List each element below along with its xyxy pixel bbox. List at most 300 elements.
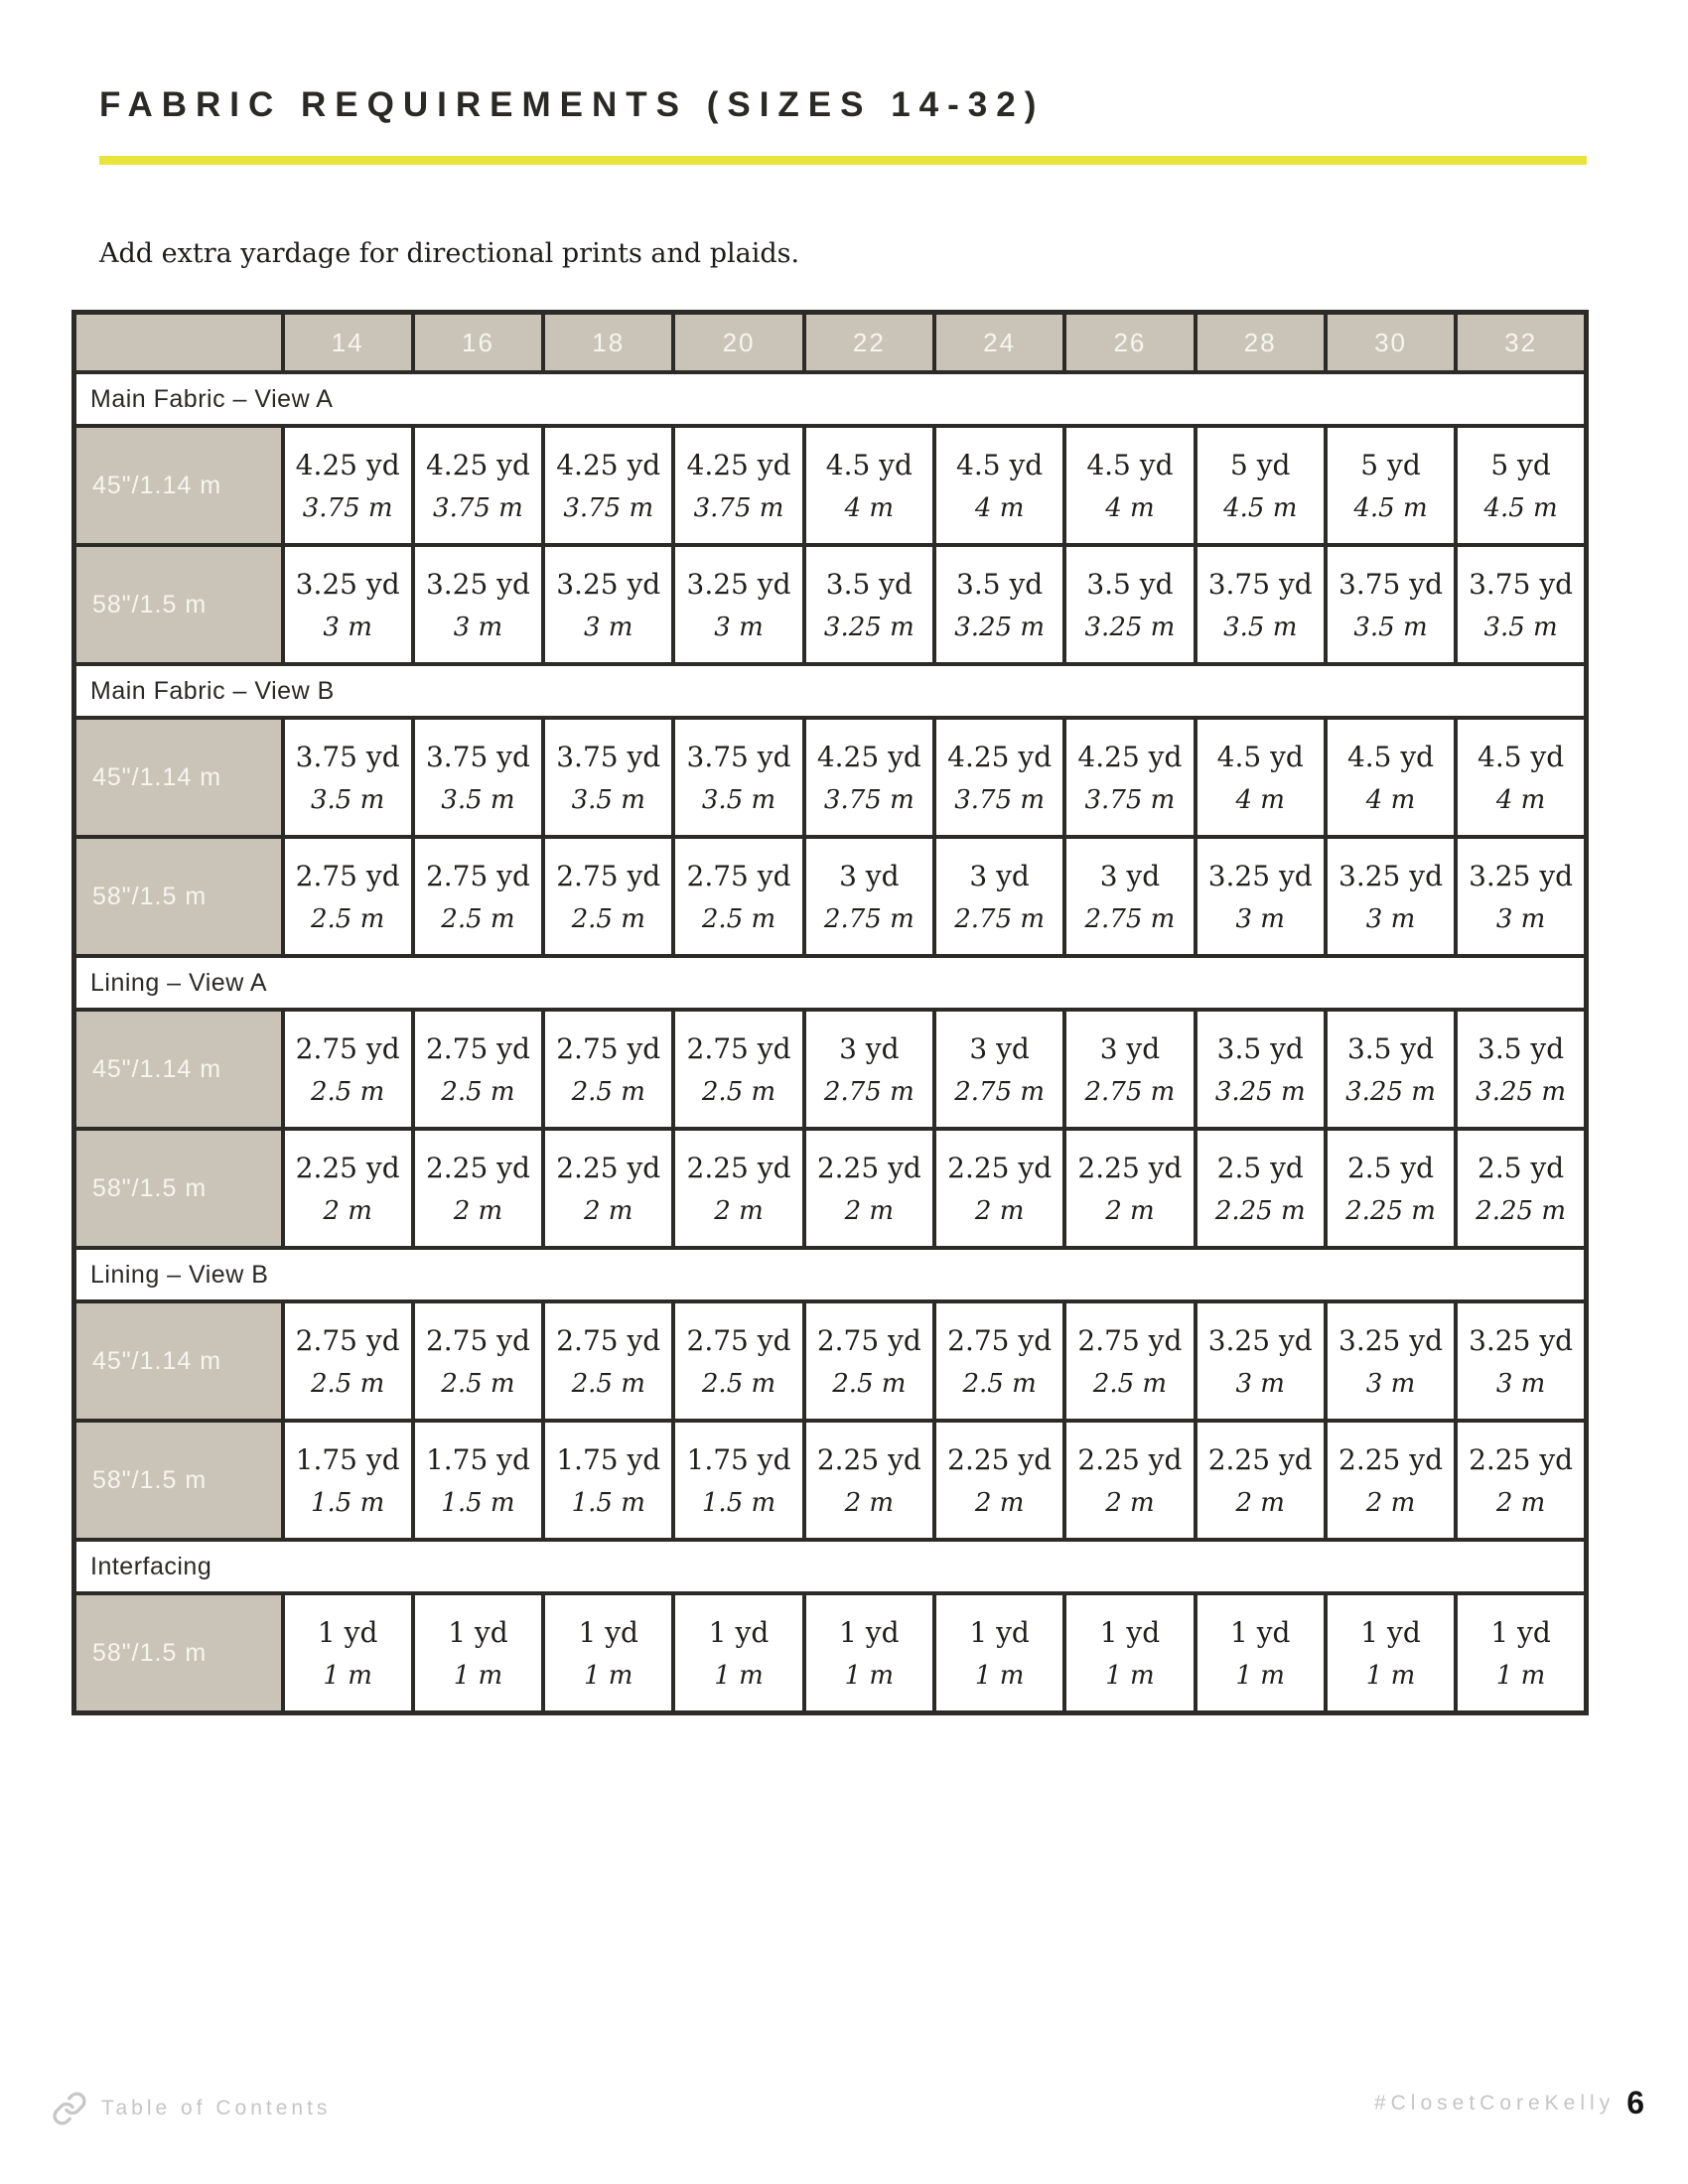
yd-value: 1 yd — [969, 1616, 1030, 1649]
yardage-cell — [413, 1593, 543, 1713]
yardage-cell — [804, 718, 934, 837]
m-value: 1.5 m — [441, 1488, 515, 1518]
yd-value: 3 yd — [969, 860, 1030, 892]
yd-value: 1 yd — [1490, 1616, 1551, 1649]
yardage-cell — [673, 1301, 803, 1421]
hashtag-label: #ClosetCoreKelly — [1373, 2091, 1616, 2115]
m-value: 2.5 m — [441, 1369, 515, 1399]
m-value: 3.5 m — [571, 785, 645, 815]
m-value: 4.5 m — [1483, 493, 1558, 523]
m-value: 2.25 m — [1214, 1196, 1306, 1226]
yd-value: 4.25 yd — [425, 449, 530, 481]
yardage-cell — [1196, 1010, 1326, 1129]
m-value: 3.75 m — [823, 785, 914, 815]
yd-value: 3.5 yd — [1086, 568, 1174, 601]
m-value: 2 m — [1365, 1488, 1416, 1518]
yd-value: 3.75 yd — [556, 741, 661, 773]
yd-value: 1.75 yd — [295, 1443, 400, 1476]
yardage-cell — [413, 1421, 543, 1540]
yd-value: 3 yd — [969, 1032, 1030, 1065]
m-value: 4 m — [1365, 785, 1416, 815]
yd-value: 2.75 yd — [295, 1032, 400, 1065]
yardage-cell — [543, 1010, 673, 1129]
yardage-cell — [673, 718, 803, 837]
yardage-cell — [283, 1593, 413, 1713]
yd-value: 4.25 yd — [686, 449, 791, 481]
yardage-cell — [1196, 426, 1326, 545]
yd-value: 2.25 yd — [1338, 1443, 1444, 1476]
yardage-cell — [1456, 837, 1586, 956]
yardage-cell — [1064, 545, 1195, 664]
section-title: Lining – View A — [74, 956, 1587, 1010]
size-header-row — [74, 313, 1587, 373]
yardage-cell — [1326, 545, 1456, 664]
size-header-18: 18 — [543, 313, 673, 373]
m-value: 2 m — [1235, 1488, 1285, 1518]
m-value: 1 m — [1105, 1661, 1155, 1691]
yd-value: 3.75 yd — [425, 741, 530, 773]
row-label: 58"/1.5 m — [74, 1593, 283, 1713]
m-value: 2.5 m — [701, 1077, 776, 1107]
yardage-cell — [1456, 545, 1586, 664]
yardage-cell — [283, 545, 413, 664]
yardage-cell — [283, 1129, 413, 1248]
m-value: 1 m — [453, 1661, 503, 1691]
yd-value: 4.5 yd — [825, 449, 913, 481]
yd-value: 2.75 yd — [816, 1324, 921, 1357]
row-label: 45"/1.14 m — [74, 718, 283, 837]
m-value: 2 m — [974, 1196, 1025, 1226]
m-value: 2.5 m — [571, 1077, 645, 1107]
yardage-cell — [543, 1129, 673, 1248]
yd-value: 2.75 yd — [295, 1324, 400, 1357]
section-title: Lining – View B — [74, 1248, 1587, 1301]
m-value: 2.75 m — [954, 1077, 1046, 1107]
m-value: 1 m — [323, 1661, 372, 1691]
m-value: 2.5 m — [701, 904, 776, 934]
m-value: 3.75 m — [954, 785, 1046, 815]
m-value: 3.75 m — [563, 493, 654, 523]
yardage-cell — [1064, 1593, 1195, 1713]
footer-toc-link[interactable] — [52, 2091, 331, 2126]
yardage-cell — [673, 837, 803, 956]
yardage-cell — [934, 1129, 1064, 1248]
yd-value: 1.75 yd — [425, 1443, 530, 1476]
yardage-cell — [1064, 837, 1195, 956]
yd-value: 3.5 yd — [1477, 1032, 1565, 1065]
m-value: 2 m — [1495, 1488, 1546, 1518]
yardage-cell — [804, 1421, 934, 1540]
yd-value: 2.75 yd — [556, 1032, 661, 1065]
yardage-cell — [934, 1010, 1064, 1129]
yardage-cell — [804, 1129, 934, 1248]
yardage-cell — [934, 1421, 1064, 1540]
yardage-cell — [1064, 1421, 1195, 1540]
yd-value: 2.75 yd — [425, 1324, 530, 1357]
m-value: 2 m — [1105, 1196, 1155, 1226]
row-label: 45"/1.14 m — [74, 1301, 283, 1421]
yd-value: 2.75 yd — [556, 1324, 661, 1357]
yd-value: 3 yd — [839, 860, 900, 892]
yd-value: 2.75 yd — [295, 860, 400, 892]
m-value: 3.25 m — [1345, 1077, 1436, 1107]
table-of-contents-label[interactable]: Table of Contents — [101, 2097, 332, 2119]
yardage-cell — [1326, 1129, 1456, 1248]
m-value: 2.25 m — [1345, 1196, 1436, 1226]
m-value: 3.75 m — [693, 493, 784, 523]
m-value: 2.75 m — [1084, 1077, 1176, 1107]
yardage-cell — [543, 837, 673, 956]
m-value: 4.5 m — [1223, 493, 1298, 523]
yd-value: 1 yd — [1360, 1616, 1421, 1649]
yd-value: 3.25 yd — [1338, 1324, 1444, 1357]
yd-value: 1 yd — [317, 1616, 378, 1649]
yd-value: 3 yd — [1099, 860, 1161, 892]
yd-value: 4.25 yd — [816, 741, 921, 773]
yd-value: 4.5 yd — [1477, 741, 1565, 773]
yd-value: 2.25 yd — [816, 1152, 921, 1184]
yardage-cell — [934, 545, 1064, 664]
table-row — [74, 1593, 1587, 1713]
yd-value: 1.75 yd — [686, 1443, 791, 1476]
yardage-cell — [413, 1010, 543, 1129]
yd-value: 2.25 yd — [1077, 1443, 1183, 1476]
m-value: 3.25 m — [1214, 1077, 1306, 1107]
yd-value: 4.5 yd — [1216, 741, 1304, 773]
m-value: 2.5 m — [441, 904, 515, 934]
size-header-26: 26 — [1064, 313, 1195, 373]
section-row-main-fabric-view-a — [74, 372, 1587, 426]
m-value: 2.5 m — [832, 1369, 907, 1399]
m-value: 3 m — [1495, 1369, 1546, 1399]
yardage-cell — [673, 1010, 803, 1129]
section-row-lining-view-a — [74, 956, 1587, 1010]
yardage-cell — [543, 718, 673, 837]
fabric-requirements-table — [71, 310, 1589, 1715]
yardage-cell — [1196, 1301, 1326, 1421]
yardage-cell — [804, 1593, 934, 1713]
m-value: 2.25 m — [1476, 1196, 1566, 1226]
yd-value: 3.25 yd — [295, 568, 400, 601]
yd-value: 1 yd — [839, 1616, 900, 1649]
yardage-cell — [543, 1301, 673, 1421]
table-corner-cell — [74, 313, 283, 373]
m-value: 3.25 m — [1476, 1077, 1566, 1107]
row-label: 45"/1.14 m — [74, 1010, 283, 1129]
yd-value: 2.75 yd — [686, 860, 791, 892]
table-row — [74, 1421, 1587, 1540]
m-value: 1 m — [1495, 1661, 1546, 1691]
m-value: 2.5 m — [1092, 1369, 1168, 1399]
yd-value: 2.75 yd — [556, 860, 661, 892]
page-title: FABRIC REQUIREMENTS (SIZES 14-32) — [99, 85, 1046, 124]
yd-value: 1 yd — [1229, 1616, 1291, 1649]
yardage-cell — [673, 426, 803, 545]
table-row — [74, 1010, 1587, 1129]
m-value: 1 m — [1365, 1661, 1416, 1691]
yd-value: 1 yd — [448, 1616, 508, 1649]
yd-value: 4.25 yd — [556, 449, 661, 481]
m-value: 2 m — [714, 1196, 764, 1226]
m-value: 2.75 m — [823, 904, 914, 934]
m-value: 3.25 m — [823, 613, 914, 642]
m-value: 4 m — [1235, 785, 1285, 815]
yd-value: 3 yd — [1099, 1032, 1161, 1065]
m-value: 4 m — [1495, 785, 1546, 815]
m-value: 3 m — [1365, 904, 1416, 934]
yd-value: 2.5 yd — [1477, 1152, 1565, 1184]
m-value: 1 m — [844, 1661, 895, 1691]
m-value: 1 m — [974, 1661, 1025, 1691]
yd-value: 1.75 yd — [556, 1443, 661, 1476]
yardage-cell — [543, 1421, 673, 1540]
yardage-cell — [1196, 545, 1326, 664]
yardage-cell — [1326, 1301, 1456, 1421]
m-value: 2 m — [974, 1488, 1025, 1518]
yardage-cell — [1326, 426, 1456, 545]
yd-value: 4.5 yd — [1346, 741, 1435, 773]
page-number: 6 — [1626, 2085, 1644, 2120]
size-header-32: 32 — [1456, 313, 1586, 373]
m-value: 3 m — [584, 613, 633, 642]
m-value: 3.5 m — [1353, 613, 1428, 642]
size-header-22: 22 — [804, 313, 934, 373]
yardage-cell — [673, 1593, 803, 1713]
yardage-cell — [804, 1010, 934, 1129]
yd-value: 5 yd — [1360, 449, 1421, 481]
m-value: 2.5 m — [571, 904, 645, 934]
yd-value: 1 yd — [578, 1616, 638, 1649]
m-value: 2.5 m — [311, 904, 385, 934]
m-value: 2 m — [844, 1488, 895, 1518]
table-row — [74, 545, 1587, 664]
table-row — [74, 426, 1587, 545]
yardage-cell — [1456, 1421, 1586, 1540]
yardage-cell — [934, 426, 1064, 545]
yd-value: 4.25 yd — [295, 449, 400, 481]
m-value: 2.5 m — [441, 1077, 515, 1107]
table-row — [74, 1301, 1587, 1421]
yd-value: 5 yd — [1490, 449, 1551, 481]
footer-right — [1374, 2085, 1644, 2121]
yd-value: 3.5 yd — [1216, 1032, 1304, 1065]
yd-value: 3.25 yd — [1207, 1324, 1313, 1357]
size-header-30: 30 — [1326, 313, 1456, 373]
yd-value: 3.25 yd — [1469, 860, 1574, 892]
yardage-cell — [673, 1421, 803, 1540]
yd-value: 2.25 yd — [1207, 1443, 1313, 1476]
yardage-cell — [1064, 1129, 1195, 1248]
yardage-cell — [1064, 1301, 1195, 1421]
m-value: 2.75 m — [823, 1077, 914, 1107]
yardage-cell — [1456, 718, 1586, 837]
m-value: 3.75 m — [1084, 785, 1176, 815]
yd-value: 3.5 yd — [1346, 1032, 1435, 1065]
m-value: 3.5 m — [1483, 613, 1558, 642]
yd-value: 2.75 yd — [1077, 1324, 1183, 1357]
yd-value: 3 yd — [839, 1032, 900, 1065]
section-title: Interfacing — [74, 1540, 1587, 1593]
m-value: 4.5 m — [1353, 493, 1428, 523]
yardage-cell — [1196, 1421, 1326, 1540]
section-row-interfacing — [74, 1540, 1587, 1593]
yd-value: 3.75 yd — [1338, 568, 1444, 601]
yardage-cell — [804, 426, 934, 545]
yd-value: 4.25 yd — [1077, 741, 1183, 773]
yardage-cell — [934, 1593, 1064, 1713]
yd-value: 1 yd — [708, 1616, 770, 1649]
m-value: 2 m — [323, 1196, 372, 1226]
yardage-cell — [1196, 1129, 1326, 1248]
yd-value: 2.25 yd — [556, 1152, 661, 1184]
yd-value: 3.5 yd — [956, 568, 1044, 601]
m-value: 2 m — [453, 1196, 503, 1226]
row-label: 58"/1.5 m — [74, 545, 283, 664]
yd-value: 2.25 yd — [947, 1443, 1053, 1476]
yd-value: 3.25 yd — [425, 568, 530, 601]
yardage-cell — [1064, 718, 1195, 837]
yardage-cell — [1326, 1593, 1456, 1713]
yd-value: 3.5 yd — [825, 568, 913, 601]
table-row — [74, 718, 1587, 837]
yd-value: 2.75 yd — [947, 1324, 1053, 1357]
intro-text: Add extra yardage for directional prints and plaids. — [99, 238, 800, 269]
yd-value: 3.75 yd — [1469, 568, 1574, 601]
m-value: 3 m — [323, 613, 372, 642]
m-value: 3.5 m — [701, 785, 776, 815]
yardage-cell — [283, 426, 413, 545]
m-value: 2.75 m — [954, 904, 1046, 934]
section-row-main-fabric-view-b — [74, 664, 1587, 718]
yd-value: 2.25 yd — [686, 1152, 791, 1184]
yardage-cell — [413, 426, 543, 545]
yardage-cell — [283, 1010, 413, 1129]
yardage-cell — [804, 837, 934, 956]
m-value: 3 m — [1495, 904, 1546, 934]
yardage-cell — [1196, 718, 1326, 837]
m-value: 2 m — [584, 1196, 633, 1226]
section-title: Main Fabric – View B — [74, 664, 1587, 718]
yd-value: 1 yd — [1099, 1616, 1161, 1649]
yardage-cell — [934, 718, 1064, 837]
m-value: 2.5 m — [311, 1077, 385, 1107]
yardage-cell — [1326, 837, 1456, 956]
yardage-cell — [1456, 1010, 1586, 1129]
yd-value: 4.25 yd — [947, 741, 1053, 773]
yardage-cell — [413, 837, 543, 956]
m-value: 2.5 m — [571, 1369, 645, 1399]
m-value: 4 m — [844, 493, 895, 523]
yardage-cell — [1456, 426, 1586, 545]
size-header-20: 20 — [673, 313, 803, 373]
link-icon — [52, 2091, 87, 2126]
m-value: 1.5 m — [311, 1488, 385, 1518]
yardage-cell — [1196, 1593, 1326, 1713]
table-row — [74, 837, 1587, 956]
yardage-cell — [283, 1421, 413, 1540]
m-value: 3.25 m — [1084, 613, 1176, 642]
yd-value: 2.75 yd — [686, 1324, 791, 1357]
yardage-cell — [1064, 426, 1195, 545]
table-row — [74, 1129, 1587, 1248]
yardage-cell — [283, 1301, 413, 1421]
yd-value: 2.5 yd — [1216, 1152, 1304, 1184]
yardage-cell — [673, 545, 803, 664]
yd-value: 3.75 yd — [295, 741, 400, 773]
m-value: 1 m — [584, 1661, 633, 1691]
row-label: 58"/1.5 m — [74, 1129, 283, 1248]
yardage-cell — [413, 718, 543, 837]
section-title: Main Fabric – View A — [74, 372, 1587, 426]
m-value: 3.5 m — [311, 785, 385, 815]
section-row-lining-view-b — [74, 1248, 1587, 1301]
yardage-cell — [1064, 1010, 1195, 1129]
m-value: 2 m — [844, 1196, 895, 1226]
yd-value: 2.75 yd — [686, 1032, 791, 1065]
m-value: 3.75 m — [302, 493, 393, 523]
m-value: 2.75 m — [1084, 904, 1176, 934]
yd-value: 2.5 yd — [1346, 1152, 1435, 1184]
yardage-cell — [1326, 718, 1456, 837]
m-value: 1 m — [1235, 1661, 1285, 1691]
yardage-cell — [804, 1301, 934, 1421]
size-header-16: 16 — [413, 313, 543, 373]
m-value: 2.5 m — [701, 1369, 776, 1399]
row-label: 58"/1.5 m — [74, 837, 283, 956]
row-label: 58"/1.5 m — [74, 1421, 283, 1540]
yd-value: 3.75 yd — [1207, 568, 1313, 601]
yd-value: 4.5 yd — [956, 449, 1044, 481]
yd-value: 2.25 yd — [1469, 1443, 1574, 1476]
m-value: 2.5 m — [311, 1369, 385, 1399]
title-underline — [99, 156, 1587, 165]
yardage-cell — [1456, 1129, 1586, 1248]
m-value: 1 m — [714, 1661, 764, 1691]
yd-value: 3.25 yd — [686, 568, 791, 601]
yardage-cell — [543, 1593, 673, 1713]
yardage-cell — [1326, 1010, 1456, 1129]
yardage-cell — [804, 545, 934, 664]
m-value: 3.75 m — [433, 493, 523, 523]
size-header-24: 24 — [934, 313, 1064, 373]
yardage-cell — [413, 1301, 543, 1421]
yardage-cell — [673, 1129, 803, 1248]
m-value: 3.5 m — [441, 785, 515, 815]
m-value: 3.5 m — [1223, 613, 1298, 642]
yardage-cell — [413, 1129, 543, 1248]
yd-value: 2.25 yd — [947, 1152, 1053, 1184]
size-header-14: 14 — [283, 313, 413, 373]
yd-value: 4.5 yd — [1086, 449, 1174, 481]
yd-value: 3.25 yd — [1338, 860, 1444, 892]
size-header-28: 28 — [1196, 313, 1326, 373]
m-value: 3 m — [1235, 904, 1285, 934]
yardage-cell — [934, 837, 1064, 956]
yd-value: 2.75 yd — [425, 860, 530, 892]
m-value: 4 m — [974, 493, 1025, 523]
m-value: 3 m — [714, 613, 764, 642]
yd-value: 2.25 yd — [816, 1443, 921, 1476]
yardage-cell — [283, 718, 413, 837]
m-value: 4 m — [1105, 493, 1155, 523]
yardage-cell — [543, 545, 673, 664]
yd-value: 3.25 yd — [556, 568, 661, 601]
yardage-cell — [413, 545, 543, 664]
yardage-cell — [934, 1301, 1064, 1421]
m-value: 3 m — [453, 613, 503, 642]
yd-value: 2.25 yd — [425, 1152, 530, 1184]
yardage-cell — [283, 837, 413, 956]
